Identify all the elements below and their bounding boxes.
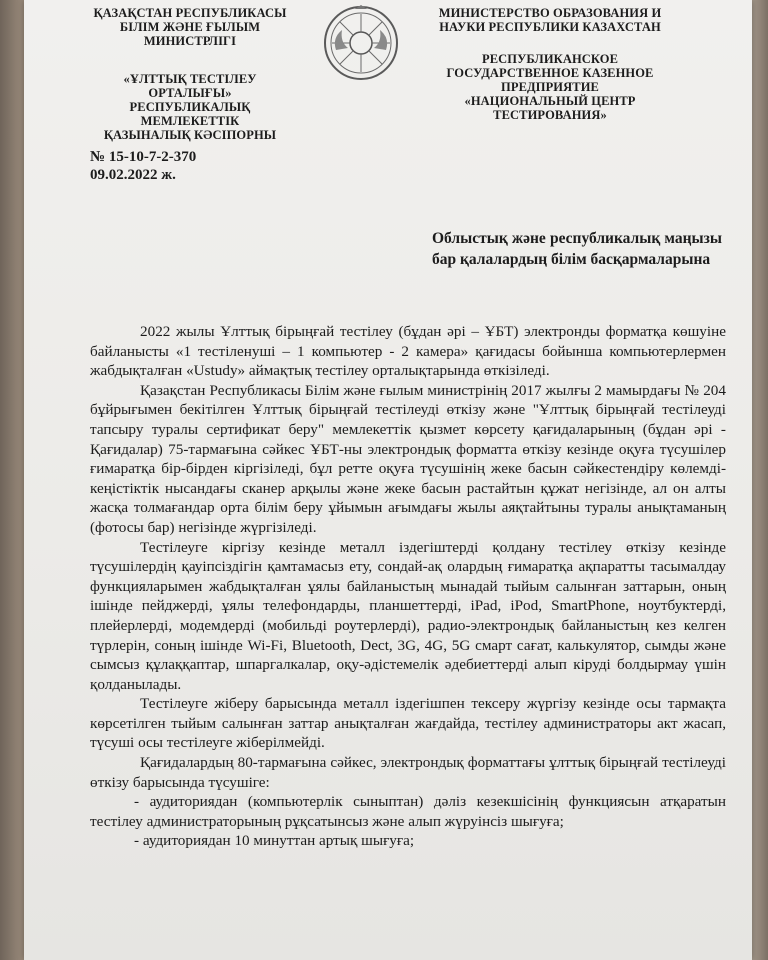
body-paragraph: Тестілеуге жіберу барысында металл іздегішпен тексеру жүргізу кезінде осы тармақта көрсетілген тыйым салынған заттар анықталған жағдайда, тестілеу администраторы акт жасап, түсуші осы тестілеуге жіберілмейді. [90,695,726,752]
letterhead-kz-line: ОРТАЛЫҒЫ» [148,86,232,100]
addressee: Облыстық және республикалық маңызы бар қалалардың білім басқармаларына [432,230,722,268]
body-paragraph: Қазақстан Республикасы Білім және ғылым министрінің 2017 жылғы 2 мамырдағы № 204 бұйрығымен бекітілген Ұлттық бірыңғай тестілеуді өткізу және "Ұлттық бірыңғай тестілеуді тапсыру туралы сертификат беру" мемлекеттік қызмет көрсету қағидаларының (бұдан әрі - Қағидалар) 75-тармағына сәйкес ҰБТ-ны электрондық форматта өткізу кезінде оқуға түсушілер ғимаратқа бір-бірден кіргізіледі, бұл ретте оқуға түсушінің жеке басын сәйкестендіру көлемді-кеңістіктік нысандағы сканер арқылы және жеке басын растайтын құжат негізінде, ал он алты жасқа толмағандар орта білім беру ұйымын ағымдағы жылы аяқтайтыны туралы анықтаманың (фотосы бар) негізінде жүргізіледі. [90,381,726,536]
state-emblem-icon [322,4,400,82]
letterhead-kz-line: «ҰЛТТЫҚ ТЕСТІЛЕУ [123,72,257,86]
letterhead-russian [430,6,670,122]
letterhead-ru-line: «НАЦИОНАЛЬНЫЙ ЦЕНТР [464,94,636,108]
letterhead-kz-line: ҚАЗАҚСТАН РЕСПУБЛИКАСЫ [93,6,287,20]
letterhead-ru-line: ГОСУДАРСТВЕННОЕ КАЗЕННОЕ [446,66,654,80]
letterhead-kz-line: БІЛІМ ЖӘНЕ ҒЫЛЫМ [119,20,261,34]
letterhead-ru-line: ПРЕДПРИЯТИЕ [501,80,599,94]
letterhead-kz-line: ҚАЗЫНАЛЫҚ КӘСІПОРНЫ [103,128,277,142]
letterhead-ru-line: МИНИСТЕРСТВО ОБРАЗОВАНИЯ И [438,6,662,20]
list-item: - аудиториядан 10 минуттан артық шығуға; [134,832,415,850]
letterhead-ru-line: РЕСПУБЛИКАНСКОЕ [481,52,619,66]
document-date: 09.02.2022 ж. [90,167,176,183]
list-item: - аудиториядан (компьютерлік сыныптан) дәліз кезекшісінің функциясын атқаратын тестілеу администраторының рұқсатынсыз және алып жүруінсіз шығуға; [90,793,726,830]
body-paragraph: Қағидалардың 80-тармағына сәйкес, электрондық форматтағы ұлттық бірыңғай тестілеуді өткізу барысында түсушіге: [90,754,726,791]
letter-body [90,322,726,851]
body-paragraph: Тестілеуге кіргізу кезінде металл іздегіштерді қолдану тестілеу өткізу кезінде түсушілердің қауіпсіздігін қамтамасыз ету, сондай-ақ олардың ғимаратқа ақпаратты тасымалдау функцияларымен жабдықталған ұялы байланыстың мынадай тыйым салынған заттарын, оның ішінде пейджерді, ұялы телефондарды, планшеттерді, iPad, iPod, SmartPhone, ноутбуктерді, плейерлерді, модемдерді (мобильді роутерлерді), радио-электрондық байланыстың кез келген түрлерін, соның ішінде Wi-Fi, Bluetooth, Dect, 3G, 4G, 5G смарт сағат, калькулятор, сымды және сымсыз құлаққаптар, шпаргалкалар, оқу-әдістемелік әдебиеттерді алып кіруді болдырмау үшін қолданылады. [90,538,726,693]
letterhead-ru-line: ТЕСТИРОВАНИЯ» [493,108,607,122]
letterhead-kz-line: МИНИСТРЛІГІ [143,34,237,48]
document-sheet [24,0,752,960]
letterhead-kazakh [80,6,300,142]
document-reference [90,148,196,184]
body-paragraph: 2022 жылы Ұлттық бірыңғай тестілеу (бұдан әрі – ҰБТ) электронды форматқа көшуіне байланысты «1 тестіленуші – 1 компьютер - 2 камера» қағидасы бойынша компьютерлермен жабдықталған «Ustudy» аймақтық тестілеу орталықтарында өткізіледі. [90,323,726,380]
letterhead-ru-line: НАУКИ РЕСПУБЛИКИ КАЗАХСТАН [439,20,661,34]
document-number: № 15-10-7-2-370 [90,149,197,165]
letterhead-kz-line: РЕСПУБЛИКАЛЫҚ МЕМЛЕКЕТТІК [129,100,251,128]
